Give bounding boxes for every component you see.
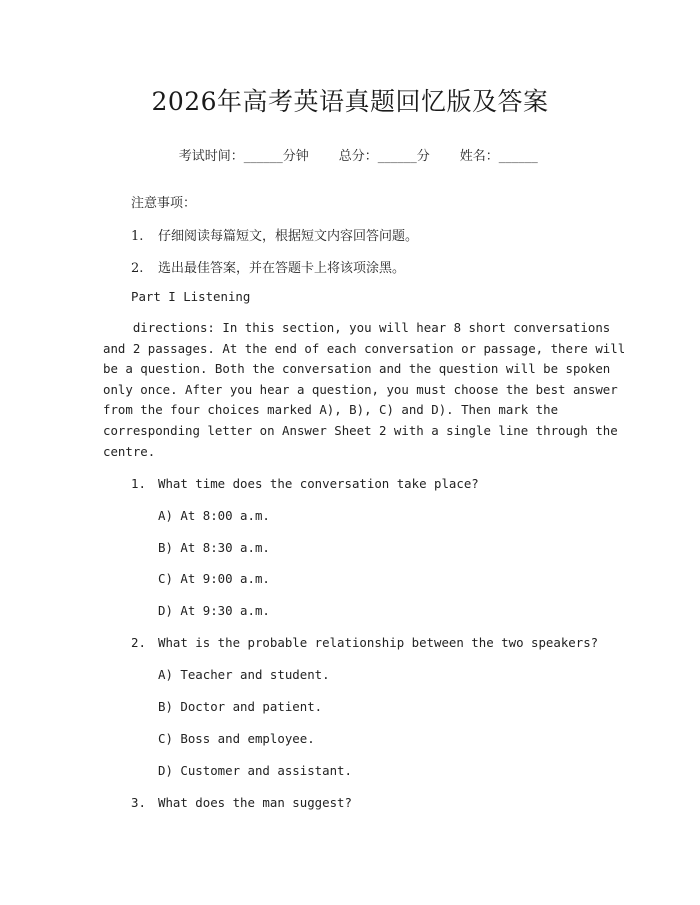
question-item bbox=[131, 635, 598, 650]
directions-line: corresponding letter on Answer Sheet 2 with a single line through the bbox=[103, 422, 618, 438]
directions-paragraph bbox=[103, 318, 626, 462]
notice-item bbox=[131, 225, 418, 244]
directions-line: be a question. Both the conversation and the question will be spoken bbox=[103, 361, 611, 377]
question-item bbox=[131, 476, 479, 491]
answer-option: D) At 9:30 a.m. bbox=[158, 603, 270, 618]
notice-item bbox=[131, 257, 405, 276]
notice-item-text: 仔细阅读每篇短文，根据短文内容回答问题。 bbox=[158, 229, 419, 244]
directions-line: from the four choices marked A), B), C) and D). Then mark the bbox=[103, 402, 559, 418]
answer-option: B) At 8:30 a.m. bbox=[158, 540, 270, 555]
question-number: 2. bbox=[131, 635, 146, 650]
answer-option: C) At 9:00 a.m. bbox=[158, 571, 270, 586]
page-title: 2026年高考英语真题回忆版及答案 bbox=[151, 87, 549, 116]
part-title: Part I Listening bbox=[131, 289, 251, 304]
directions-line: centre. bbox=[103, 443, 156, 459]
answer-option: A) Teacher and student. bbox=[158, 667, 330, 682]
notice-item-text: 选出最佳答案，并在答题卡上将该项涂黑。 bbox=[158, 261, 406, 276]
answer-option: A) At 8:00 a.m. bbox=[158, 508, 270, 523]
answer-option: B) Doctor and patient. bbox=[158, 699, 323, 714]
question-text: What does the man suggest? bbox=[158, 795, 352, 810]
answer-option: D) Customer and assistant. bbox=[158, 763, 352, 778]
notice-heading: 注意事项： bbox=[131, 196, 197, 211]
question-text: What time does the conversation take place? bbox=[158, 476, 479, 491]
question-number: 1. bbox=[131, 476, 146, 491]
directions-line: only once. After you hear a question, you must choose the best answer bbox=[103, 381, 618, 397]
answer-option: C) Boss and employee. bbox=[158, 731, 315, 746]
question-number: 3. bbox=[131, 795, 146, 810]
question-item bbox=[131, 795, 352, 810]
exam-info-line bbox=[0, 130, 700, 179]
directions-line: and 2 passages. At the end of each conversation or passage, there will bbox=[103, 340, 626, 356]
exam-time-label: 考试时间：______分钟 bbox=[178, 149, 309, 164]
notice-item-number: 1. bbox=[131, 229, 144, 244]
notice-item-number: 2. bbox=[131, 261, 144, 276]
student-name-label: 姓名：______ bbox=[459, 149, 538, 164]
directions-line: directions: In this section, you will hear 8 short conversations bbox=[103, 320, 611, 335]
total-score-label: 总分：______分 bbox=[338, 149, 430, 164]
question-text: What is the probable relationship between the two speakers? bbox=[158, 635, 599, 650]
